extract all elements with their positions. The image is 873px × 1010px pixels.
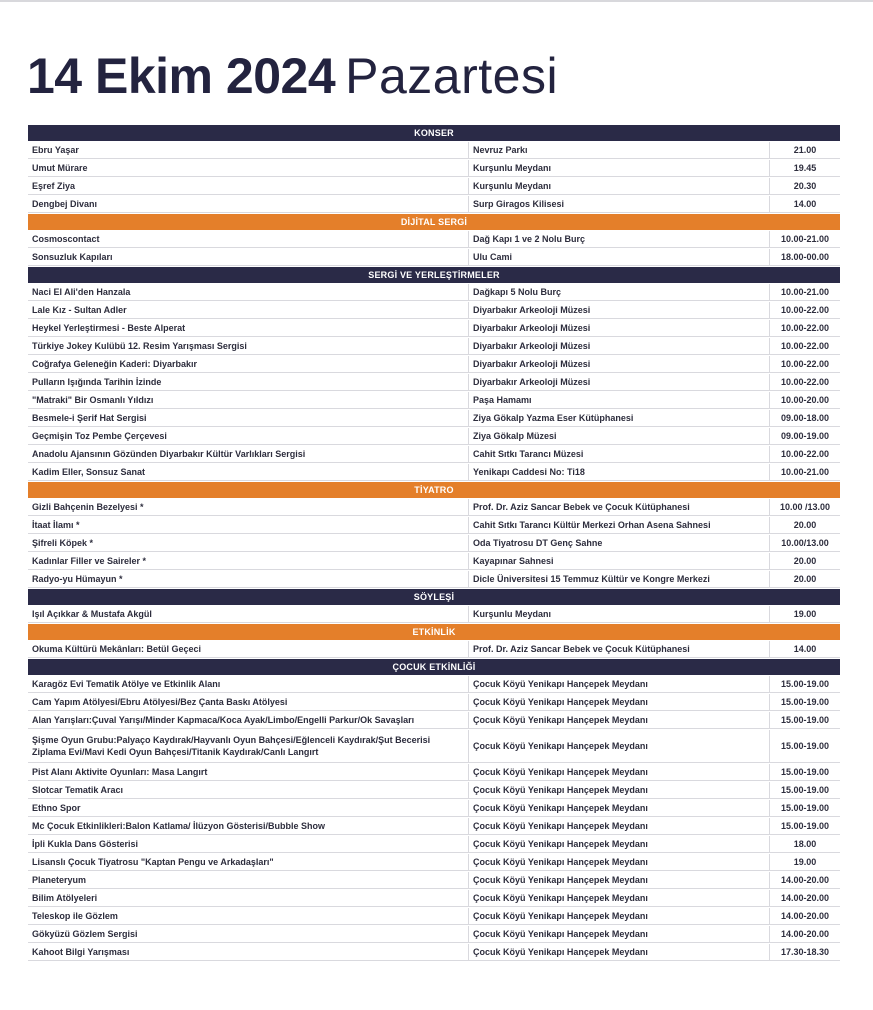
event-time: 15.00-19.00	[780, 767, 830, 777]
event-time: 14.00	[793, 199, 817, 209]
event-name: Karagöz Evi Tematik Atölye ve Etkinlik Alanı	[28, 676, 469, 692]
table-row	[28, 464, 840, 481]
section-header: SÖYLEŞİ	[28, 589, 840, 605]
event-venue: Diyarbakır Arkeoloji Müzesi	[469, 356, 770, 372]
event-name: "Matraki" Bir Osmanlı Yıldızı	[28, 392, 469, 408]
section-header: KONSER	[28, 125, 840, 141]
event-venue: Surp Giragos Kilisesi	[469, 196, 770, 212]
table-row	[28, 782, 840, 799]
table-row	[28, 676, 840, 693]
table-row	[28, 694, 840, 711]
event-venue: Prof. Dr. Aziz Sancar Bebek ve Çocuk Kütüphanesi	[469, 499, 770, 515]
table-row	[28, 302, 840, 319]
event-name: Pulların Işığında Tarihin İzinde	[28, 374, 469, 390]
table-row	[28, 553, 840, 570]
event-time: 18.00-00.00	[780, 252, 830, 262]
event-venue: Çocuk Köyü Yenikapı Hançepek Meydanı	[469, 800, 770, 816]
event-name: Kahoot Bilgi Yarışması	[28, 944, 469, 960]
event-time: 15.00-19.00	[780, 741, 830, 751]
table-row	[28, 872, 840, 889]
event-name: Pist Alanı Aktivite Oyunları: Masa Langırt	[28, 764, 469, 780]
section-header: TİYATRO	[28, 482, 840, 498]
event-name: Ebru Yaşar	[28, 142, 469, 158]
event-venue: Diyarbakır Arkeoloji Müzesi	[469, 320, 770, 336]
event-name: Coğrafya Geleneğin Kaderi: Diyarbakır	[28, 356, 469, 372]
title-day: Pazartesi	[345, 48, 559, 104]
event-time: 19.00	[793, 857, 817, 867]
table-row	[28, 800, 840, 817]
table-row	[28, 764, 840, 781]
event-time: 14.00	[793, 644, 817, 654]
event-venue: Çocuk Köyü Yenikapı Hançepek Meydanı	[469, 676, 770, 692]
event-venue: Kurşunlu Meydanı	[469, 160, 770, 176]
table-row	[28, 818, 840, 835]
table-row	[28, 606, 840, 623]
event-time: 10.00-20.00	[780, 395, 830, 405]
section-header: ETKİNLİK	[28, 624, 840, 640]
event-name: Besmele-i Şerif Hat Sergisi	[28, 410, 469, 426]
event-time: 10.00-21.00	[780, 287, 830, 297]
event-name: Lisanslı Çocuk Tiyatrosu "Kaptan Pengu ve Arkadaşları"	[28, 854, 469, 870]
event-name: Kadınlar Filler ve Saireler *	[28, 553, 469, 569]
event-name: İtaat İlamı *	[28, 517, 469, 533]
event-venue: Cahit Sıtkı Tarancı Kültür Merkezi Orhan Asena Sahnesi	[469, 517, 770, 533]
event-name: Cam Yapım Atölyesi/Ebru Atölyesi/Bez Çanta Baskı Atölyesi	[28, 694, 469, 710]
page-title	[27, 46, 558, 106]
event-venue: Diyarbakır Arkeoloji Müzesi	[469, 302, 770, 318]
event-venue: Kurşunlu Meydanı	[469, 178, 770, 194]
event-time: 09.00-19.00	[780, 431, 830, 441]
event-venue: Prof. Dr. Aziz Sancar Bebek ve Çocuk Kütüphanesi	[469, 641, 770, 657]
event-time: 10.00-21.00	[780, 467, 830, 477]
table-row	[28, 428, 840, 445]
event-name: Alan Yarışları:Çuval Yarışı/Minder Kapmaca/Koca Ayak/Limbo/Engelli Parkur/Ok Savaşları	[28, 712, 469, 728]
event-name: Heykel Yerleştirmesi - Beste Alperat	[28, 320, 469, 336]
event-name: Geçmişin Toz Pembe Çerçevesi	[28, 428, 469, 444]
event-venue: Cahit Sıtkı Tarancı Müzesi	[469, 446, 770, 462]
event-name: Ethno Spor	[28, 800, 469, 816]
event-time: 20.00	[793, 574, 817, 584]
table-row	[28, 142, 840, 159]
event-venue: Çocuk Köyü Yenikapı Hançepek Meydanı	[469, 730, 770, 762]
schedule-table	[28, 124, 840, 961]
table-row	[28, 410, 840, 427]
table-row	[28, 926, 840, 943]
event-name: Mc Çocuk Etkinlikleri:Balon Katlama/ İlüzyon Gösterisi/Bubble Show	[28, 818, 469, 834]
top-divider	[0, 0, 873, 2]
table-row	[28, 712, 840, 729]
section-header: SERGİ VE YERLEŞTİRMELER	[28, 267, 840, 283]
event-time: 14.00-20.00	[780, 875, 830, 885]
event-time: 15.00-19.00	[780, 679, 830, 689]
event-time: 09.00-18.00	[780, 413, 830, 423]
table-row	[28, 178, 840, 195]
table-row	[28, 356, 840, 373]
event-name: Cosmoscontact	[28, 231, 469, 247]
event-time: 20.00	[793, 556, 817, 566]
event-venue: Ziya Gökalp Yazma Eser Kütüphanesi	[469, 410, 770, 426]
event-time: 10.00 /13.00	[779, 502, 831, 512]
event-time: 10.00-22.00	[780, 323, 830, 333]
table-row	[28, 338, 840, 355]
event-name: Türkiye Jokey Kulübü 12. Resim Yarışması Sergisi	[28, 338, 469, 354]
event-venue: Çocuk Köyü Yenikapı Hançepek Meydanı	[469, 782, 770, 798]
event-venue: Ziya Gökalp Müzesi	[469, 428, 770, 444]
event-venue: Çocuk Köyü Yenikapı Hançepek Meydanı	[469, 872, 770, 888]
table-row	[28, 392, 840, 409]
table-row	[28, 231, 840, 248]
event-name: Lale Kız - Sultan Adler	[28, 302, 469, 318]
event-time: 15.00-19.00	[780, 715, 830, 725]
event-venue: Çocuk Köyü Yenikapı Hançepek Meydanı	[469, 818, 770, 834]
event-name: Radyo-yu Hümayun *	[28, 571, 469, 587]
event-venue: Çocuk Köyü Yenikapı Hançepek Meydanı	[469, 854, 770, 870]
event-time: 14.00-20.00	[780, 893, 830, 903]
table-row	[28, 571, 840, 588]
event-name: Şifreli Köpek *	[28, 535, 469, 551]
event-time: 14.00-20.00	[780, 911, 830, 921]
table-row	[28, 499, 840, 516]
table-row	[28, 446, 840, 463]
table-row	[28, 641, 840, 658]
event-venue: Dağkapı 5 Nolu Burç	[469, 284, 770, 300]
event-venue: Oda Tiyatrosu DT Genç Sahne	[469, 535, 770, 551]
event-time: 10.00-22.00	[780, 449, 830, 459]
event-time: 10.00-21.00	[780, 234, 830, 244]
event-name: Umut Mürare	[28, 160, 469, 176]
table-row	[28, 284, 840, 301]
table-row	[28, 517, 840, 534]
event-time: 20.30	[793, 181, 817, 191]
event-name: İpli Kukla Dans Gösterisi	[28, 836, 469, 852]
event-venue: Dağ Kapı 1 ve 2 Nolu Burç	[469, 231, 770, 247]
event-venue: Ulu Cami	[469, 249, 770, 265]
event-venue: Dicle Üniversitesi 15 Temmuz Kültür ve Kongre Merkezi	[469, 571, 770, 587]
event-venue: Nevruz Parkı	[469, 142, 770, 158]
table-row	[28, 854, 840, 871]
event-name: Naci El Ali'den Hanzala	[28, 284, 469, 300]
event-name: Sonsuzluk Kapıları	[28, 249, 469, 265]
table-row	[28, 908, 840, 925]
event-time: 19.00	[793, 609, 817, 619]
event-time: 10.00-22.00	[780, 377, 830, 387]
event-name: Eşref Ziya	[28, 178, 469, 194]
event-venue: Kayapınar Sahnesi	[469, 553, 770, 569]
event-venue: Çocuk Köyü Yenikapı Hançepek Meydanı	[469, 764, 770, 780]
event-time: 14.00-20.00	[780, 929, 830, 939]
table-row	[28, 249, 840, 266]
event-time: 15.00-19.00	[780, 697, 830, 707]
event-time: 10.00-22.00	[780, 341, 830, 351]
table-row	[28, 160, 840, 177]
event-name: Gökyüzü Gözlem Sergisi	[28, 926, 469, 942]
event-venue: Diyarbakır Arkeoloji Müzesi	[469, 374, 770, 390]
event-venue: Diyarbakır Arkeoloji Müzesi	[469, 338, 770, 354]
event-time: 15.00-19.00	[780, 785, 830, 795]
event-name: Işıl Açıkkar & Mustafa Akgül	[28, 606, 469, 622]
event-name: Teleskop ile Gözlem	[28, 908, 469, 924]
event-time: 18.00	[793, 839, 817, 849]
event-time: 10.00-22.00	[780, 305, 830, 315]
table-row	[28, 944, 840, 961]
event-name: Planeteryum	[28, 872, 469, 888]
event-venue: Çocuk Köyü Yenikapı Hançepek Meydanı	[469, 908, 770, 924]
event-venue: Çocuk Köyü Yenikapı Hançepek Meydanı	[469, 836, 770, 852]
event-venue: Kurşunlu Meydanı	[469, 606, 770, 622]
section-header: DİJİTAL SERGİ	[28, 214, 840, 230]
event-time: 10.00-22.00	[780, 359, 830, 369]
event-name: Anadolu Ajansının Gözünden Diyarbakır Kültür Varlıkları Sergisi	[28, 446, 469, 462]
title-date: 14 Ekim 2024	[27, 48, 336, 104]
section-header: ÇOCUK ETKİNLİĞİ	[28, 659, 840, 675]
event-time: 15.00-19.00	[780, 821, 830, 831]
event-name: Gizli Bahçenin Bezelyesi *	[28, 499, 469, 515]
event-time: 17.30-18.30	[780, 947, 830, 957]
event-venue: Çocuk Köyü Yenikapı Hançepek Meydanı	[469, 944, 770, 960]
event-name: Bilim Atölyeleri	[28, 890, 469, 906]
event-time: 15.00-19.00	[780, 803, 830, 813]
event-time: 19.45	[793, 163, 817, 173]
event-venue: Çocuk Köyü Yenikapı Hançepek Meydanı	[469, 694, 770, 710]
event-name: Okuma Kültürü Mekânları: Betül Geçeci	[28, 641, 469, 657]
event-name: Kadim Eller, Sonsuz Sanat	[28, 464, 469, 480]
table-row	[28, 836, 840, 853]
table-row	[28, 374, 840, 391]
table-row	[28, 320, 840, 337]
event-venue: Paşa Hamamı	[469, 392, 770, 408]
table-row	[28, 730, 840, 763]
event-name: Şişme Oyun Grubu:Palyaço Kaydırak/Hayvanlı Oyun Bahçesi/Eğlenceli Kaydırak/Şut Becerisi Ziplama Evi/Mavi Kedi Oyun Bahçesi/Titanik Kaydırak/Canlı Langırt	[28, 730, 469, 762]
event-venue: Yenikapı Caddesi No: Ti18	[469, 464, 770, 480]
event-venue: Çocuk Köyü Yenikapı Hançepek Meydanı	[469, 890, 770, 906]
event-venue: Çocuk Köyü Yenikapı Hançepek Meydanı	[469, 926, 770, 942]
table-row	[28, 890, 840, 907]
event-name: Dengbej Divanı	[28, 196, 469, 212]
event-venue: Çocuk Köyü Yenikapı Hançepek Meydanı	[469, 712, 770, 728]
table-row	[28, 535, 840, 552]
table-row	[28, 196, 840, 213]
event-time: 10.00/13.00	[781, 538, 829, 548]
event-name: Slotcar Tematik Aracı	[28, 782, 469, 798]
event-time: 20.00	[793, 520, 817, 530]
event-time: 21.00	[793, 145, 817, 155]
